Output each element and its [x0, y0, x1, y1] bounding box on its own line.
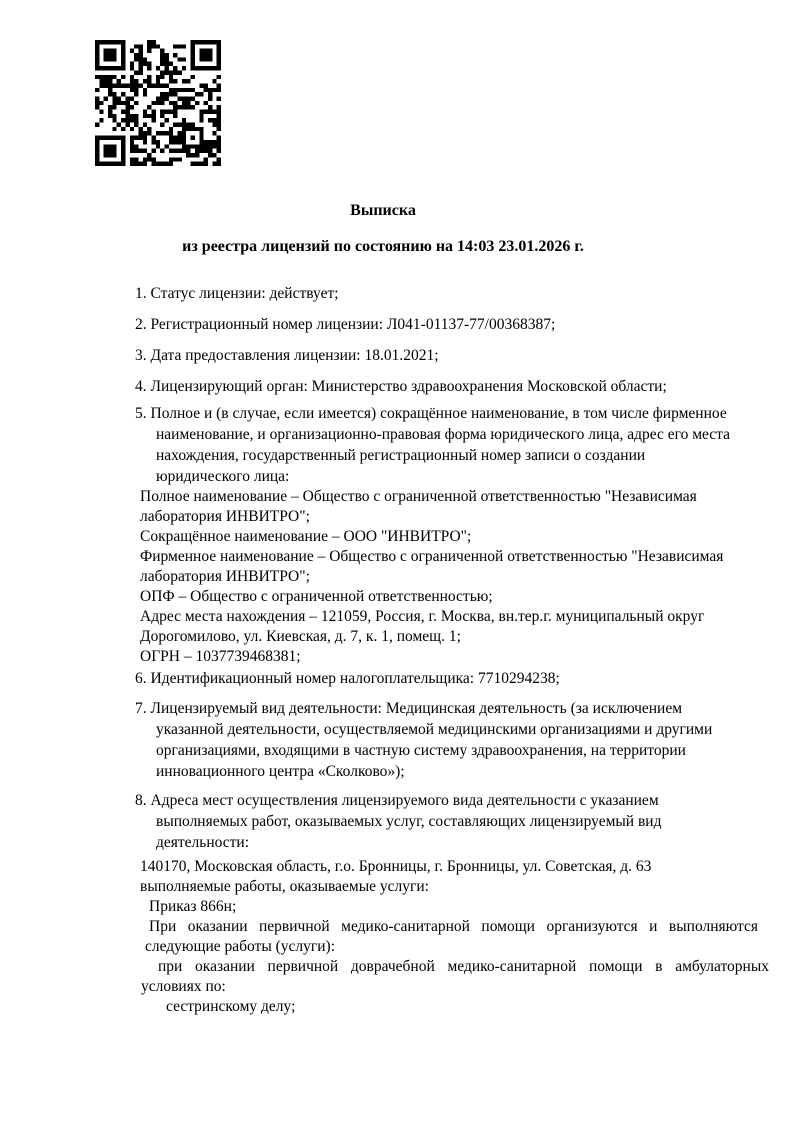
licensing-authority-line: 4. Лицензирующий орган: Министерство здравоохранения Московской области; — [135, 378, 667, 395]
license-number-line: 2. Регистрационный номер лицензии: Л041-01137-77/00368387; — [135, 316, 556, 333]
activity-clause-line: указанной деятельности, осуществляемой медицинскими организациями и другими — [156, 721, 713, 738]
qr-code-icon — [95, 40, 221, 166]
title-block — [135, 200, 631, 257]
primary-care-works-line: следующие работы (услуги): — [145, 938, 336, 955]
brand-name-line: лаборатория ИНВИТРО"; — [140, 568, 310, 585]
address-line: Дорогомилово, ул. Киевская, д. 7, к. 1, помещ. 1; — [140, 628, 461, 645]
addresses-clause-line: 8. Адреса мест осуществления лицензируемого вида деятельности с указанием — [135, 792, 659, 809]
full-name-line: лаборатория ИНВИТРО"; — [140, 508, 310, 525]
addresses-clause-line: выполняемых работ, оказываемых услуг, составляющих лицензируемый вид — [156, 813, 662, 830]
org-clause-line: 5. Полное и (в случае, если имеется) сокращённое наименование, в том числе фирменное — [135, 405, 727, 422]
document-title: Выписка — [350, 202, 416, 219]
license-date-line: 3. Дата предоставления лицензии: 18.01.2021; — [135, 347, 439, 364]
pre-medical-care-line: при оказании первичной доврачебной медико-санитарной помощи в амбулаторных — [158, 958, 769, 975]
pre-medical-care-line: условиях по: — [141, 978, 226, 995]
works-header-line: выполняемые работы, оказываемые услуги: — [140, 878, 429, 895]
activity-clause-line: 7. Лицензируемый вид деятельности: Медицинская деятельность (за исключением — [135, 700, 683, 717]
short-name-line: Сокращённое наименование – ООО "ИНВИТРО"; — [140, 528, 472, 545]
primary-care-works-line: При оказании первичной медико-санитарной помощи организуются и выполняются — [149, 918, 758, 935]
addresses-clause-line: деятельности: — [156, 834, 250, 851]
activity-address-line: 140170, Московская область, г.о. Бронницы, г. Бронницы, ул. Советская, д. 63 — [140, 858, 652, 875]
nursing-care-line: сестринскому делу; — [166, 998, 296, 1015]
document-content — [0, 200, 790, 1017]
org-clause-line: юридического лица: — [156, 468, 290, 485]
ogrn-line: ОГРН – 1037739468381; — [140, 648, 301, 665]
inn-line: 6. Идентификационный номер налогоплательщика: 7710294238; — [135, 670, 560, 687]
license-status-line: 1. Статус лицензии: действует; — [135, 285, 339, 302]
document-body — [135, 283, 770, 1017]
order-866n-line: Приказ 866н; — [149, 898, 237, 915]
opf-line: ОПФ – Общество с ограниченной ответственностью; — [140, 588, 493, 605]
activity-clause-line: инновационного центра «Сколково»); — [156, 763, 405, 780]
org-clause-line: нахождения, государственный регистрационный номер записи о создании — [156, 447, 646, 464]
address-line: Адрес места нахождения – 121059, Россия, г. Москва, вн.тер.г. муниципальный округ — [140, 608, 705, 625]
full-name-line: Полное наименование – Общество с ограниченной ответственностью "Независимая — [140, 488, 697, 505]
activity-clause-line: организациями, входящими в частную систему здравоохранения, на территории — [156, 742, 686, 759]
document-subtitle: из реестра лицензий по состоянию на 14:03 23.01.2026 г. — [182, 238, 584, 255]
org-clause-line: наименование, и организационно-правовая форма юридического лица, адрес его места — [156, 426, 731, 443]
brand-name-line: Фирменное наименование – Общество с ограниченной ответственностью "Независимая — [140, 548, 724, 565]
